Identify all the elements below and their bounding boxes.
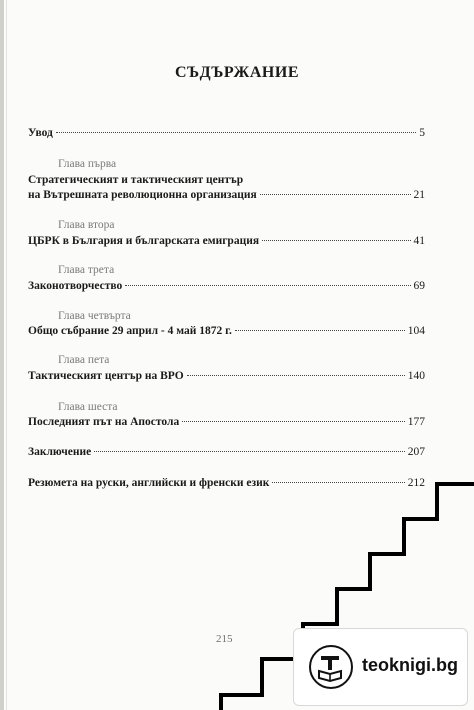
toc-entry-title: Законотворчество [28,280,123,292]
toc-entry-page: 104 [407,325,425,337]
toc-entry-title: Последният път на Апостола [28,416,180,428]
toc-title: СЪДЪРЖАНИЕ [175,64,299,81]
toc-chapter-label: Глава пета [58,354,110,366]
toc-entry-page: 207 [407,446,425,458]
page-number: 215 [216,633,233,645]
watermark-text: teoknigi.bg [362,655,458,675]
toc-entry-page: 177 [407,416,425,428]
toc-entry-title: ЦБРК в България и българската емиграция [28,235,260,247]
toc-entry-page: 69 [413,280,425,292]
book-letter-t-icon [309,645,353,689]
watermark-logo [293,628,468,706]
toc-chapter-label: Глава втора [58,219,115,231]
toc-entry-page: 5 [419,127,425,139]
toc-chapter-label: Глава шеста [58,401,118,413]
toc-entry-title: Резюмета на руски, английски и френски език [28,477,270,489]
toc-entry-page: 41 [413,235,425,247]
toc-entry-page: 140 [407,370,425,382]
toc-entry-title: Общо събрание 29 април - 4 май 1872 г. [28,325,232,337]
toc-entry-title: на Вътрешната революционна организация [28,189,257,201]
toc-chapter-label: Глава четвърта [58,310,131,322]
toc-entry-title: Увод [28,127,53,139]
toc-entry-page: 212 [407,477,425,489]
toc-chapter-label: Глава първа [58,158,117,170]
toc-entry-title: Стратегическият и тактическият център [28,174,244,186]
toc-entry-title: Заключение [28,446,92,458]
toc-entry-title: Тактическият център на ВРО [28,370,184,382]
toc-chapter-label: Глава трета [58,264,115,276]
toc-entry-page: 21 [413,189,425,201]
